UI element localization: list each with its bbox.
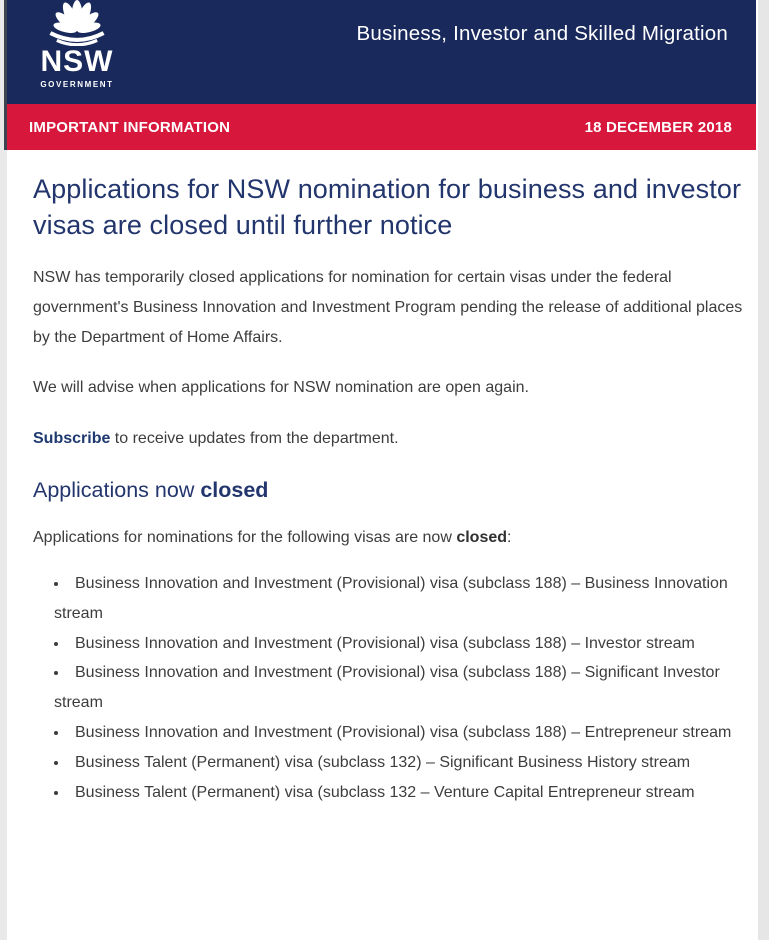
section-heading: [33, 478, 750, 503]
important-information-bar: [7, 104, 756, 150]
visa-list-item: • Business Innovation and Investment (Provisional) visa (subclass 188) – Entrepreneur stream: [54, 718, 750, 748]
visa-list-item: • Business Talent (Permanent) visa (subclass 132) – Significant Business History stream: [54, 748, 750, 778]
visa-list-item: • Business Talent (Permanent) visa (subclass 132 – Venture Capital Entrepreneur stream: [54, 778, 750, 808]
visa-list-item: • Business Innovation and Investment (Provisional) visa (subclass 188) – Investor stream: [54, 629, 750, 659]
section-heading-prefix: Applications now: [33, 477, 201, 502]
date-label: 18 DECEMBER 2018: [584, 118, 732, 136]
list-intro-prefix: Applications for nominations for the following visas are now: [33, 528, 457, 546]
list-intro-bold: closed: [456, 528, 508, 546]
paragraph-advise: We will advise when applications for NSW nomination are open again.: [33, 379, 529, 397]
visa-list: [33, 569, 750, 808]
header-banner: [7, 0, 756, 104]
subscribe-link[interactable]: Subscribe: [33, 429, 111, 447]
nsw-waratah-icon: [37, 0, 117, 46]
list-intro-suffix: :: [507, 528, 512, 546]
article-body: [7, 172, 756, 828]
visa-list-item: • Business Innovation and Investment (Provisional) visa (subclass 188) – Significant Investor stream: [54, 658, 750, 718]
subscribe-rest-text: to receive updates from the department.: [110, 429, 399, 447]
article-title: Applications for NSW nomination for business and investor visas are closed until further notice: [33, 174, 742, 240]
visa-list-item: • Business Innovation and Investment (Provisional) visa (subclass 188) – Business Innovation stream: [54, 569, 750, 629]
important-information-label: IMPORTANT INFORMATION: [29, 118, 231, 136]
header-title: Business, Investor and Skilled Migration: [356, 22, 728, 45]
logo-government-text: GOVERNMENT: [40, 80, 114, 89]
logo-nsw-text: NSW: [40, 45, 114, 78]
nsw-government-logo: [37, 0, 117, 89]
scrollbar-track[interactable]: [758, 0, 769, 940]
paragraph-closure-notice: NSW has temporarily closed applications for nomination for certain visas under the federal government's Business Innovation and Investment Program pending the release of additional places by the Department of Home Affairs.: [33, 269, 743, 347]
section-heading-bold: closed: [200, 477, 269, 502]
header-edge-line: [4, 0, 7, 150]
email-content: [7, 0, 756, 940]
paragraph-subscribe: [33, 424, 750, 454]
list-intro: [33, 523, 750, 553]
